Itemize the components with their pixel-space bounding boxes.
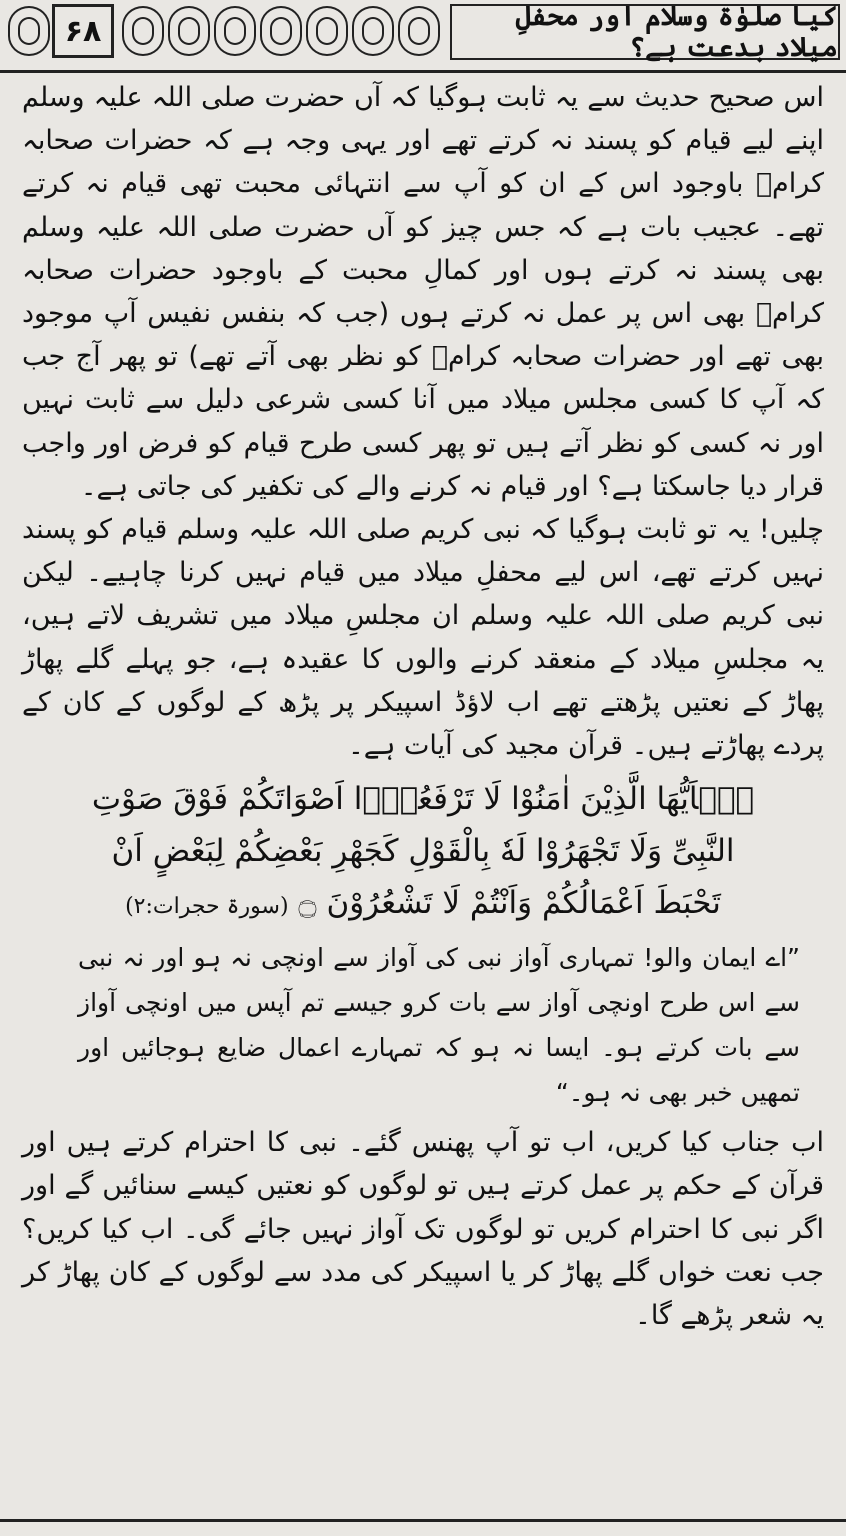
paragraph-2: چلیں! یہ تو ثابت ہوگیا کہ نبی کریم صلی اللہ علیہ وسلم قیام کو پسند نہیں کرتے تھے، اس لیے محفلِ میلاد میں قیام نہیں کرنا چاہیے۔ لیکن نبی کریم صلی اللہ علیہ وسلم ان مجلسِ میلاد میں تشریف لاتے ہیں، یہ مجلسِ میلاد کے منعقد کرنے والوں کا عقیدہ ہے، جو پہلے گلے پھاڑ پھاڑ کے نعتیں پڑھتے تھے اب لاؤڈ اسپیکر پر پڑھ کے لوگوں کے کان کے پردے پھاڑتے ہیں۔ قرآن مجید کی آیات ہے۔ [22,514,824,762]
ornament-shape [398,6,440,56]
ornament-shape [214,6,256,56]
ornament-shape [352,6,394,56]
page-header [0,0,846,73]
ornament-shape [8,6,50,56]
chapter-title: کیا صلوٰۃ وسلام اور محفلِ میلاد بدعت ہے؟ [450,4,840,60]
header-ornament-band [122,6,440,56]
ornament-shape [168,6,210,56]
ornament-shape [306,6,348,56]
page-number: ۶۸ [52,4,114,58]
closing-paragraph: اب جناب کیا کریں، اب تو آپ پھنس گئے۔ نبی کا احترام کرتے ہیں اور قرآن کے حکم پر عمل کرتے ہیں تو لوگوں کو نعتیں کیسے سنائیں گے اور اگر نبی کا احترام کریں تو لوگوں تک آواز نہیں جائے گی۔ اب کیا کریں؟ جب نعت خواں گلے پھاڑ کر یا اسپیکر کی مدد سے لوگوں کے کان پھاڑ کر یہ شعر پڑھے گا۔ [22,1127,824,1332]
ornament-shape [260,6,302,56]
verse-line-2: النَّبِیِّ وَلَا تَجْهَرُوْا لَهٗ بِالْقَوْلِ كَجَهْرِ بَعْضِكُمْ لِبَعْضٍ اَنْ [111,833,735,870]
sura-reference: (سورۃ حجرات:۲) [125,894,289,920]
verse-line-3-text: تَحْبَطَ اَعْمَالُكُمْ وَاَنْتُمْ لَا تَشْعُرُوْنَ ۝ [298,885,721,922]
verse-translation: ”اے ایمان والو! تمہاری آواز نبی کی آواز سے اونچی نہ ہو اور نہ نبی سے اس طرح اونچی آواز سے بات کرو جیسے تم آپس میں اونچی آواز سے بات کرتے ہو۔ ایسا نہ ہو کہ تمہارے اعمال ضایع ہوجائیں اور تمھیں خبر بھی نہ ہو۔“ [78,943,800,1108]
page-body [22,76,824,1536]
verse-line-3 [22,877,824,933]
footer-rule [0,1519,846,1522]
verse-line-1: یٰۤاَیُّهَا الَّذِیْنَ اٰمَنُوْا لَا تَرْفَعُوْۤا اَصْوَاتَكُمْ فَوْقَ صَوْتِ [91,781,755,818]
header-ornament-left [8,6,50,56]
ornament-shape [122,6,164,56]
quran-verse [22,773,824,933]
paragraph-1: اس صحیح حدیث سے یہ ثابت ہوگیا کہ آں حضرت صلی اللہ علیہ وسلم اپنے لیے قیام کو پسند نہ کرتے تھے اور یہی وجہ ہے کہ حضرات صحابہ کرامؓ باوجود اس کے ان کو آپ سے انتہائی محبت تھی قیام نہ کرتے تھے۔ عجیب بات ہے کہ جس چیز کو آں حضرت صلی اللہ علیہ وسلم بھی پسند نہ کرتے ہوں اور کمالِ محبت کے باوجود حضرات صحابہ کرامؓ بھی اس پر عمل نہ کرتے ہوں (جب کہ بنفس نفیس آپ موجود بھی تھے اور حضرات صحابہ کرامؓ کو نظر بھی آتے تھے) تو پھر آج جب کہ آپ کا کسی مجلس میلاد میں آنا کسی شرعی دلیل سے ثابت نہیں اور نہ کسی کو نظر آتے ہیں تو پھر کسی طرح قیام کو فرض اور واجب قرار دیا جاسکتا ہے؟ اور قیام نہ کرنے والے کی تکفیر کی جاتی ہے۔ [22,82,824,502]
